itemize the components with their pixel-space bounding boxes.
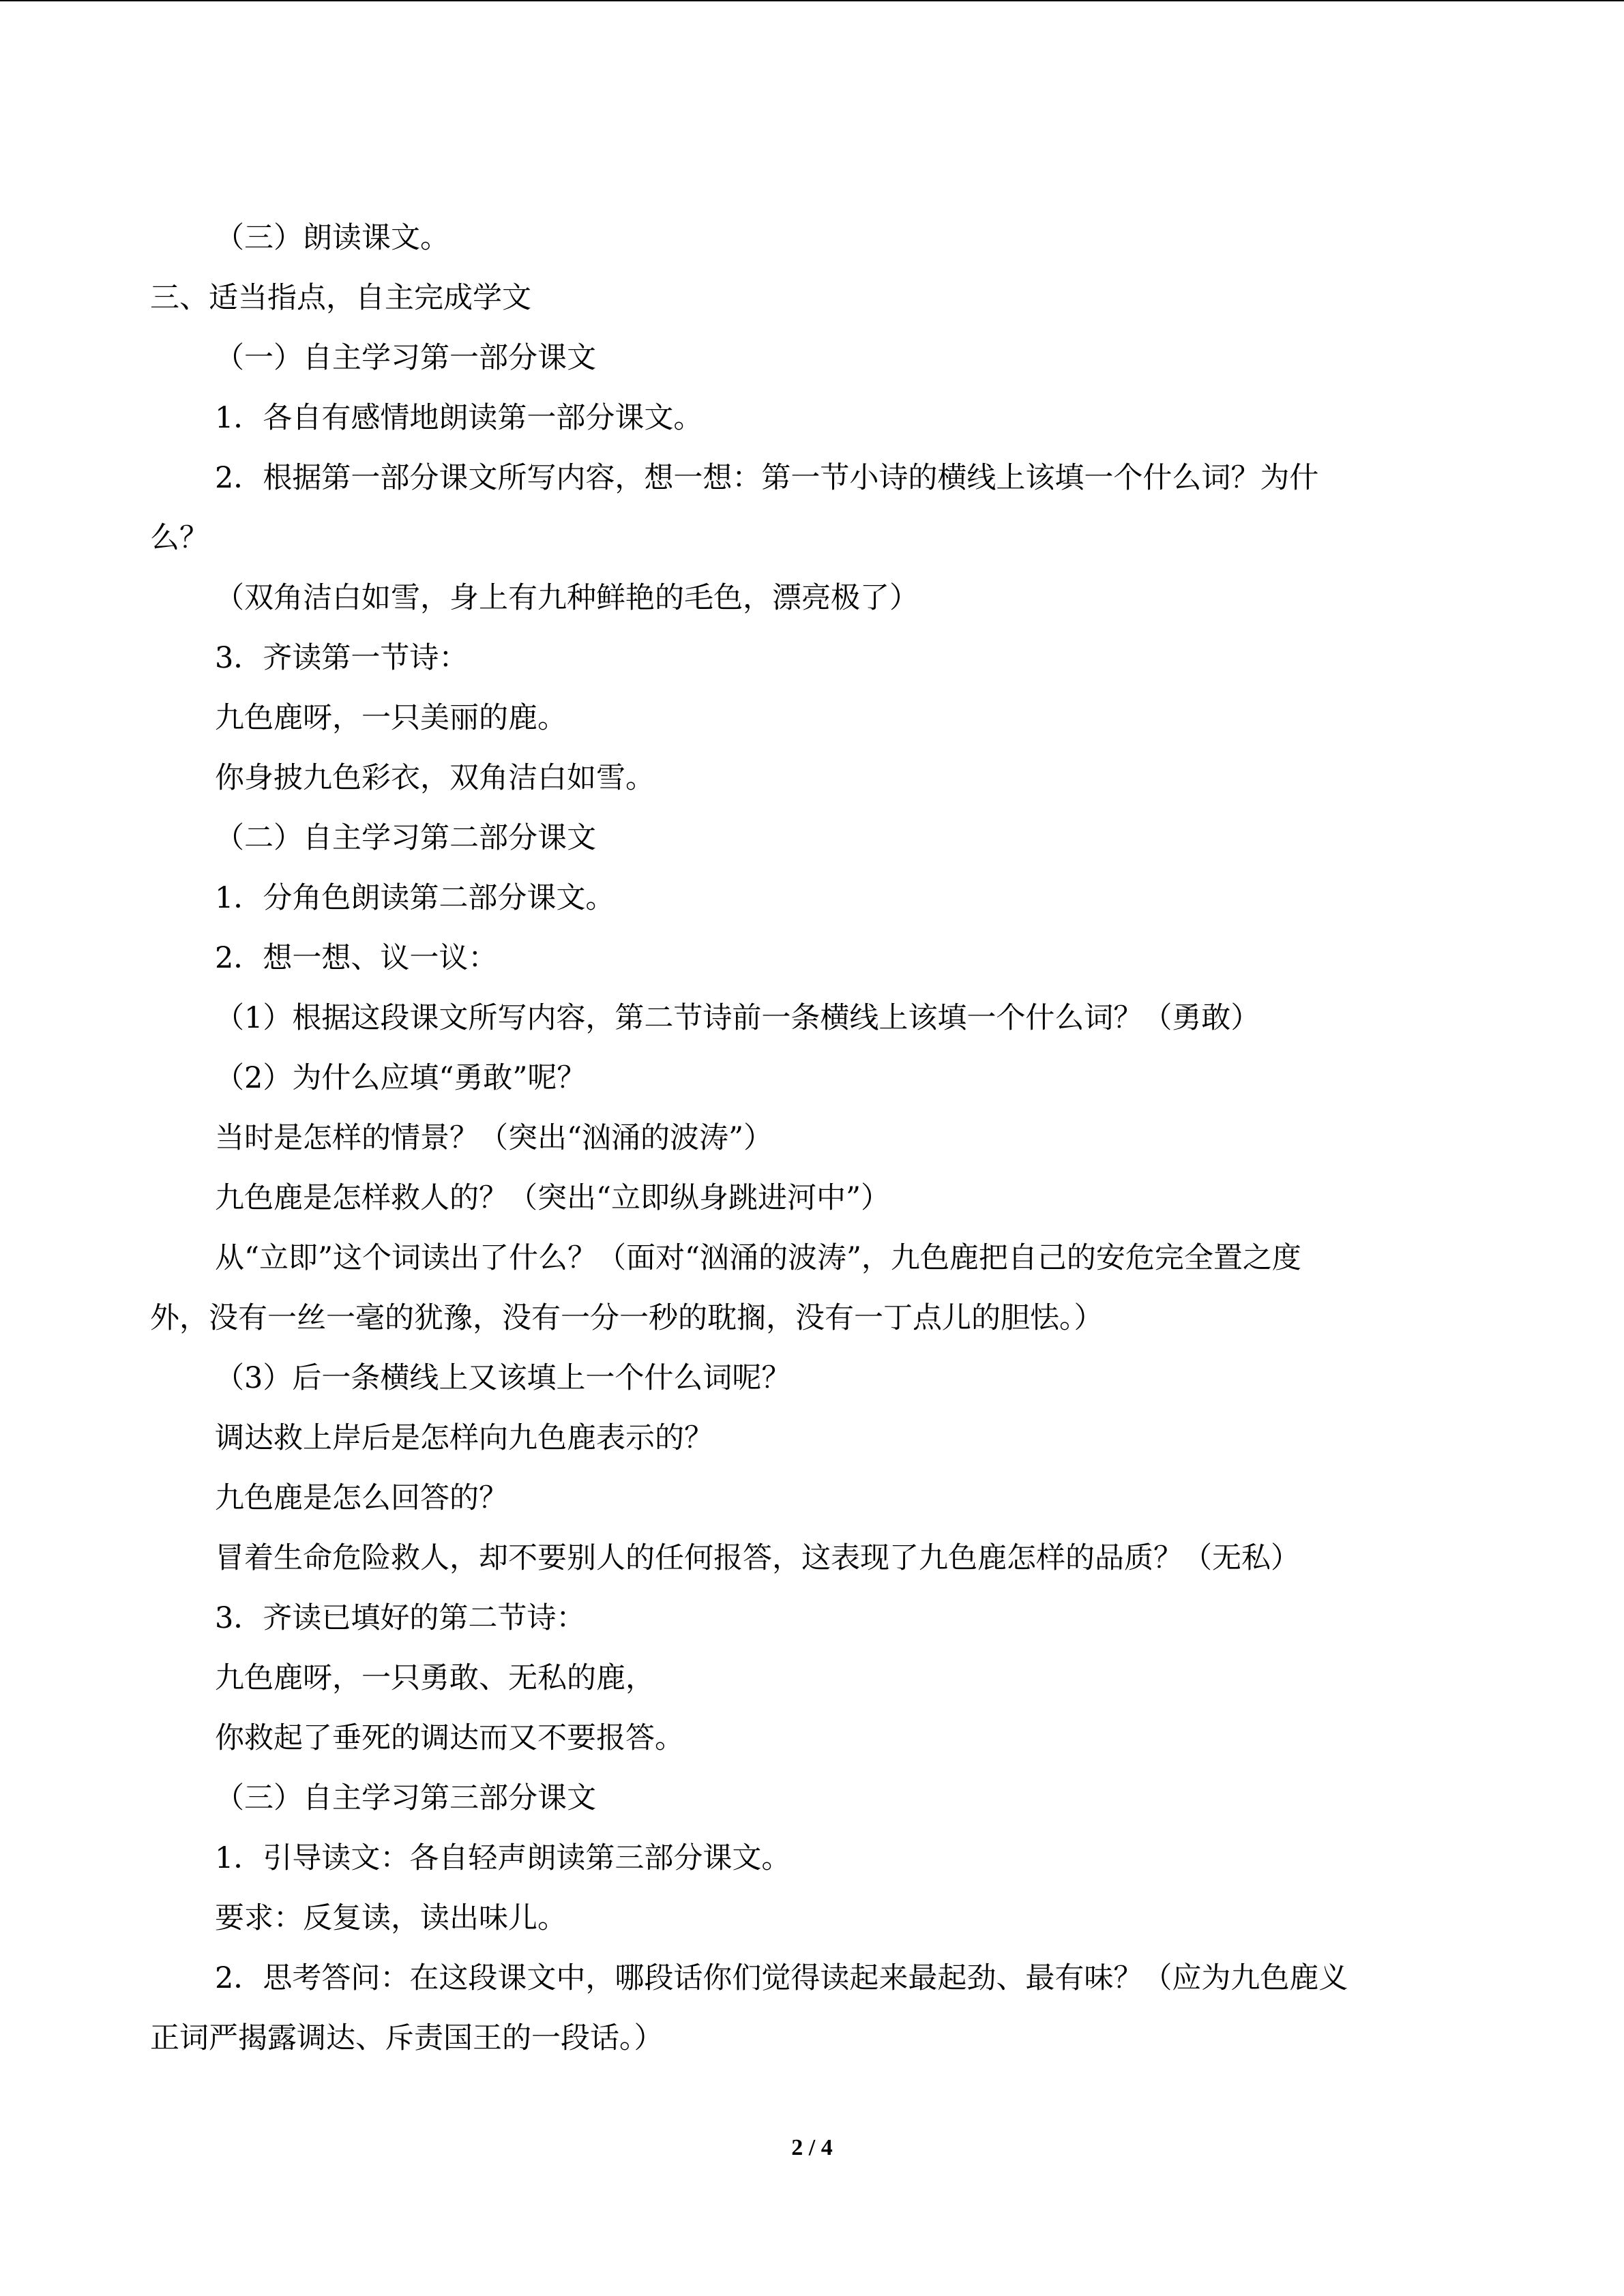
top-border-rule xyxy=(0,0,1624,1)
document-body xyxy=(150,208,1473,2068)
paragraph-line: （双角洁白如雪，身上有九种鲜艳的毛色，漂亮极了） xyxy=(215,581,919,615)
paragraph-line-continued: 正词严揭露调达、斥责国王的一段话。） xyxy=(150,2021,664,2055)
subsection-heading: （一）自主学习第一部分课文 xyxy=(215,341,596,375)
paragraph-line: 九色鹿是怎么回答的？ xyxy=(215,1481,508,1515)
subsection-heading: （三）自主学习第三部分课文 xyxy=(215,1781,596,1815)
paragraph-line: （1）根据这段课文所写内容，第二节诗前一条横线上该填一个什么词？（勇敢） xyxy=(215,1001,1260,1035)
paragraph-line: 3．齐读已填好的第二节诗： xyxy=(215,1601,586,1635)
paragraph-line: 2．根据第一部分课文所写内容，想一想：第一节小诗的横线上该填一个什么词？为什 xyxy=(215,461,1319,495)
section-heading: 三、适当指点，自主完成学文 xyxy=(150,281,531,315)
paragraph-line: 九色鹿是怎样救人的？（突出“立即纵身跳进河中”） xyxy=(215,1181,890,1215)
paragraph-line-continued: 外，没有一丝一毫的犹豫，没有一分一秒的耽搁，没有一丁点儿的胆怯。） xyxy=(150,1301,1104,1335)
paragraph-line: 1．引导读文：各自轻声朗读第三部分课文。 xyxy=(215,1841,791,1875)
poem-line: 九色鹿呀，一只美丽的鹿。 xyxy=(215,701,567,735)
paragraph-line: （3）后一条横线上又该填上一个什么词呢？ xyxy=(215,1361,791,1395)
paragraph-line: （2）为什么应填“勇敢”呢？ xyxy=(215,1061,587,1095)
paragraph-line: 3．齐读第一节诗： xyxy=(215,641,469,675)
subsection-heading: （二）自主学习第二部分课文 xyxy=(215,821,596,855)
poem-line: 九色鹿呀，一只勇敢、无私的鹿， xyxy=(215,1661,655,1695)
paragraph-line: 1．分角色朗读第二部分课文。 xyxy=(215,881,615,915)
paragraph-line: 2．思考答问：在这段课文中，哪段话你们觉得读起来最起劲、最有味？（应为九色鹿义 xyxy=(215,1961,1348,1995)
paragraph-line: 当时是怎样的情景？（突出“汹涌的波涛”） xyxy=(215,1121,773,1155)
poem-line: 你救起了垂死的调达而又不要报答。 xyxy=(215,1721,684,1755)
paragraph-line: 冒着生命危险救人，却不要别人的任何报答，这表现了九色鹿怎样的品质？（无私） xyxy=(215,1541,1300,1575)
paragraph-line-continued: 么？ xyxy=(150,521,209,555)
paragraph-line: （三）朗读课文。 xyxy=(215,221,449,255)
paragraph-line: 2．想一想、议一议： xyxy=(215,941,498,975)
paragraph-line: 从“立即”这个词读出了什么？（面对“汹涌的波涛”，九色鹿把自己的安危完全置之度 xyxy=(215,1241,1301,1275)
paragraph-line: 1．各自有感情地朗读第一部分课文。 xyxy=(215,401,703,435)
paragraph-line: 要求：反复读，读出味儿。 xyxy=(215,1901,567,1935)
page-number: 2 / 4 xyxy=(791,2135,833,2160)
paragraph-line: 调达救上岸后是怎样向九色鹿表示的？ xyxy=(215,1421,713,1455)
poem-line: 你身披九色彩衣，双角洁白如雪。 xyxy=(215,761,655,795)
